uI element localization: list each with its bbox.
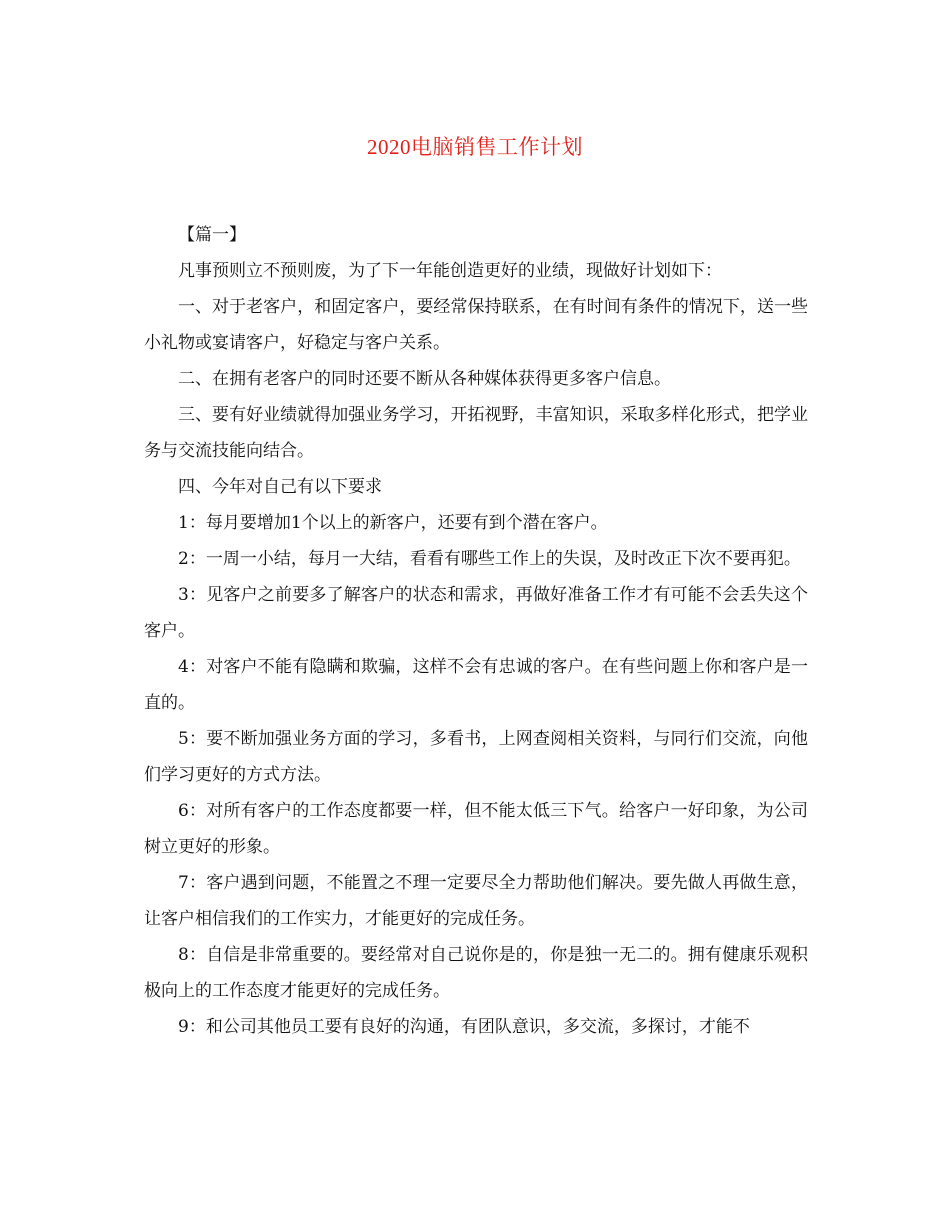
paragraph-item-2: 二、在拥有老客户的同时还要不断从各种媒体获得更多客户信息。: [178, 369, 671, 389]
document-body: [144, 217, 808, 1045]
document-title: 2020电脑销售工作计划: [367, 135, 583, 159]
requirement-3: 3：见客户之前要多了解客户的状态和需求，再做好准备工作才有可能不会丢失这个客户。: [144, 585, 808, 641]
requirement-7: 7：客户遇到问题，不能置之不理一定要尽全力帮助他们解决。要先做人再做生意，让客户相信我们的工作实力，才能更好的完成任务。: [144, 873, 808, 929]
requirement-8: 8：自信是非常重要的。要经常对自己说你是的，你是独一无二的。拥有健康乐观积极向上的工作态度才能更好的完成任务。: [144, 945, 808, 1001]
paragraph-item-3: 三、要有好业绩就得加强业务学习，开拓视野，丰富知识，采取多样化形式，把学业务与交流技能向结合。: [144, 405, 808, 461]
requirement-5: 5：要不断加强业务方面的学习，多看书，上网查阅相关资料，与同行们交流，向他们学习更好的方式方法。: [144, 729, 808, 785]
requirement-9: 9：和公司其他员工要有良好的沟通，有团队意识，多交流，多探讨，才能不: [178, 1017, 750, 1037]
requirement-4: 4：对客户不能有隐瞒和欺骗，这样不会有忠诚的客户。在有些问题上你和客户是一直的。: [144, 657, 808, 713]
paragraph-item-4: 四、今年对自己有以下要求: [178, 477, 382, 497]
requirement-1: 1：每月要增加1个以上的新客户，还要有到个潜在客户。: [178, 513, 608, 533]
requirement-6: 6：对所有客户的工作态度都要一样，但不能太低三下气。给客户一好印象，为公司树立更好的形象。: [144, 801, 808, 857]
requirement-2: 2：一周一小结，每月一大结，看看有哪些工作上的失误，及时改正下次不要再犯。: [178, 549, 801, 569]
paragraph-intro: 凡事预则立不预则废，为了下一年能创造更好的业绩，现做好计划如下：: [178, 261, 722, 281]
section-label: 【篇一】: [178, 225, 246, 245]
paragraph-item-1: 一、对于老客户，和固定客户，要经常保持联系，在有时间有条件的情况下，送一些小礼物或宴请客户，好稳定与客户关系。: [144, 297, 808, 353]
